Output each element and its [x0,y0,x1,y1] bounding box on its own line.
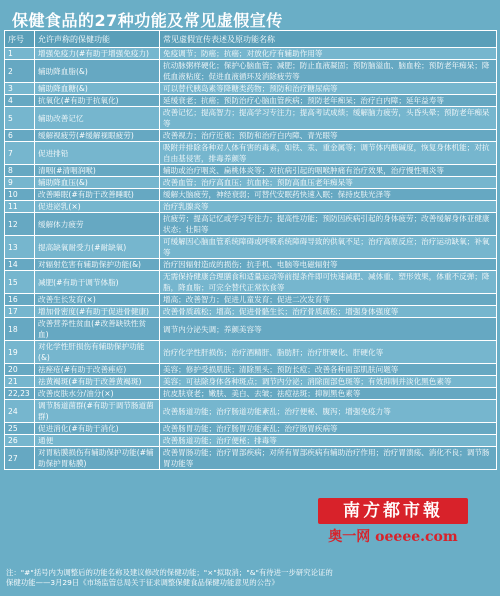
table-body [5,48,497,470]
row-allowed-function: 缓解体力疲劳 [35,213,160,236]
row-allowed-function: 增加骨密度(#有助于促进骨健康) [35,306,160,318]
row-allowed-function: 缓解视疲劳(#缓解视眼疲劳) [35,130,160,142]
row-allowed-function: 促进泌乳(×) [35,201,160,213]
row-false-claims: 改善肠道功能；治疗便秘；排毒等 [160,435,497,447]
row-number: 24 [5,400,35,423]
row-number: 20 [5,364,35,376]
row-allowed-function: 祛黄褐斑(#有助于改善黄褐斑) [35,376,160,388]
table-row [5,60,497,83]
row-allowed-function: 辅助改善记忆 [35,107,160,130]
table-row [5,271,497,294]
row-allowed-function: 清咽(#清咽润喉) [35,165,160,177]
row-allowed-function: 对辐射危害有辅助保护功能(&) [35,259,160,271]
table-row [5,447,497,470]
row-number: 4 [5,95,35,107]
table-row [5,177,497,189]
table-row [5,400,497,423]
row-false-claims: 免疫调节；防癌；抗癌；对放化疗有辅助作用等 [160,48,497,60]
row-false-claims: 改善肠道功能；治疗肠道功能紊乱；治疗便秘、腹泻；增强免疫力等 [160,400,497,423]
header-number: 序号 [5,31,35,48]
row-number: 11 [5,201,35,213]
row-false-claims: 改善视力；治疗近视；预防和治疗白内障、青光眼等 [160,130,497,142]
row-allowed-function: 减肥(#有助于调节体脂) [35,271,160,294]
table-row [5,48,497,60]
table-row [5,236,497,259]
row-number: 21 [5,376,35,388]
row-allowed-function: 促进消化(#有助于消化) [35,423,160,435]
table-row [5,423,497,435]
row-false-claims: 美容；修护受损肌肤；清除黑头；预防长痘；改善各种面部肌肤问题等 [160,364,497,376]
table-row [5,435,497,447]
table-row [5,107,497,130]
row-allowed-function: 调节肠道菌群(#有助于调节肠道菌群) [35,400,160,423]
row-false-claims: 治疗因辐射造成的损伤；抗手机、电脑等电磁辐射等 [160,259,497,271]
row-false-claims: 改善肠胃功能；治疗肠胃功能紊乱；治疗肠胃疾病等 [160,423,497,435]
row-allowed-function: 改善营养性贫血(#改善缺铁性贫血) [35,318,160,341]
row-number: 12 [5,213,35,236]
table-row [5,189,497,201]
row-false-claims: 抗皮肤衰老；嫩肤、美白、去皱；祛痘祛斑；抑制黑色素等 [160,388,497,400]
row-false-claims: 改善骨质疏松；增高；促进骨骼生长；治疗骨质疏松；增强身体强度等 [160,306,497,318]
table-row [5,130,497,142]
row-false-claims: 缓解大脑疲劳，神经衰弱；可替代安眠药快速入眠；保持皮肤光泽等 [160,189,497,201]
row-allowed-function: 祛痤疮(#有助于改善痤疮) [35,364,160,376]
row-number: 17 [5,306,35,318]
row-allowed-function: 对化学性肝损伤有辅助保护功能(&) [35,341,160,364]
row-number: 26 [5,435,35,447]
row-number: 3 [5,83,35,95]
table-row [5,259,497,271]
table-row [5,364,497,376]
table-row [5,165,497,177]
row-false-claims: 吸附并排除各种对人体有害的毒素，如铁、汞、重金属等；调节体内酸碱度，恢复身体机能；对抗自由基侵害，排毒养颜等 [160,142,497,165]
row-allowed-function: 增强免疫力(#有助于增强免疫力) [35,48,160,60]
row-allowed-function: 提高缺氧耐受力(#耐缺氧) [35,236,160,259]
row-false-claims: 改善血管；治疗高血压；抗血栓；预防高血压老年痴呆等 [160,177,497,189]
row-number: 9 [5,177,35,189]
row-allowed-function: 对胃粘膜损伤有辅助保护功能(#辅助保护胃粘膜) [35,447,160,470]
row-false-claims: 美容；可祛除身体各种斑点；调节内分泌；消除面部色斑等；有效抑制并淡化黑色素等 [160,376,497,388]
row-number: 14 [5,259,35,271]
header-allowed-function: 允许声称的保健功能 [35,31,160,48]
row-number: 13 [5,236,35,259]
watermark-site: 奥一网 oeeee.com [328,529,458,545]
table-row [5,95,497,107]
row-allowed-function: 改善睡眠(#有助于改善睡眠) [35,189,160,201]
row-number: 6 [5,130,35,142]
row-number: 19 [5,341,35,364]
row-number: 7 [5,142,35,165]
row-number: 22,23 [5,388,35,400]
table-row [5,318,497,341]
row-number: 5 [5,107,35,130]
table-row [5,83,497,95]
row-number: 18 [5,318,35,341]
row-false-claims: 无需保持健康合理膳食和适量运动等前提条件即可快速减肥、减体重、塑形效果，体重不反弹；降脂，降血脂；可完全替代正常饮食等 [160,271,497,294]
table-row [5,142,497,165]
page-title: 保健食品的27种功能及常见虚假宣传 [12,11,283,30]
row-false-claims: 改善胃肠功能；治疗胃部疾病；对所有胃部疾病有辅助治疗作用；治疗胃溃疡、消化不良；调节肠胃功能等 [160,447,497,470]
table-row [5,376,497,388]
row-allowed-function: 辅助降血脂(&) [35,60,160,83]
row-number: 27 [5,447,35,470]
row-false-claims: 抗疲劳；提高记忆或学习专注力；提高性功能；预防因疾病引起的身体疲劳；改善缓解身体亚健康状态；壮阳等 [160,213,497,236]
table-row [5,306,497,318]
row-number: 10 [5,189,35,201]
row-allowed-function: 改善皮肤水分/油分(×) [35,388,160,400]
row-false-claims: 调节内分泌失调；养颜美容等 [160,318,497,341]
row-false-claims: 改善记忆；提高智力；提高学习专注力；提高考试成绩；缓解脑力疲劳，头昏头晕；预防老年痴呆等 [160,107,497,130]
row-false-claims: 辅助或治疗咽炎、扁桃体炎等；对抗病引起的咽喉肿痛有治疗效果，治疗慢性咽炎等 [160,165,497,177]
row-allowed-function: 辅助降血糖(&) [35,83,160,95]
newspaper-watermark [318,498,468,548]
footnote: 注："#"括号内为调整后的功能名称及建议修改的保健功能；"×"拟取消；"&"有待进一步研究论证的保健功能——3月29日《市场监管总局关于征求调整保健食品保健功能意见的公告》 [6,568,333,587]
row-allowed-function: 辅助降血压(&) [35,177,160,189]
watermark-logo: 南方都市報 [318,498,468,524]
row-number: 16 [5,294,35,306]
row-false-claims: 可缓解因心脑血管系统障碍或呼吸系统障碍导致的供氧不足；治疗高原反应；治疗运动缺氧；补氧等 [160,236,497,259]
row-false-claims: 可以替代胰岛素等降糖类药物；预防和治疗糖尿病等 [160,83,497,95]
row-false-claims: 抗动脉粥样硬化；保护心脑血管；减肥；防止血液凝固；预防脑溢血、脑血栓；预防老年痴呆；降低血液粘度；促进血液循环及消除疲劳等 [160,60,497,83]
row-false-claims: 治疗化学性肝损伤；治疗酒精肝、脂肪肝；治疗肝硬化、肝硬化等 [160,341,497,364]
table-header-row [5,31,497,48]
header-false-claims: 常见虚假宣传表述及原功能名称 [160,31,497,48]
table-row [5,201,497,213]
table-row [5,388,497,400]
row-number: 2 [5,60,35,83]
row-allowed-function: 抗氧化(#有助于抗氧化) [35,95,160,107]
row-false-claims: 延缓衰老；抗癌；预防治疗心脑血管疾病；预防老年痴呆；治疗白内障；延年益寿等 [160,95,497,107]
row-number: 8 [5,165,35,177]
row-allowed-function: 促进排铅 [35,142,160,165]
row-allowed-function: 改善生长发育(×) [35,294,160,306]
row-false-claims: 增高；改善智力；促进儿童发育；促进二次发育等 [160,294,497,306]
row-allowed-function: 通便 [35,435,160,447]
table-row [5,341,497,364]
row-number: 1 [5,48,35,60]
row-number: 15 [5,271,35,294]
table-row [5,213,497,236]
row-false-claims: 治疗乳腺炎等 [160,201,497,213]
functions-table [4,30,497,470]
table-row [5,294,497,306]
functions-table-frame [4,30,496,470]
row-number: 25 [5,423,35,435]
